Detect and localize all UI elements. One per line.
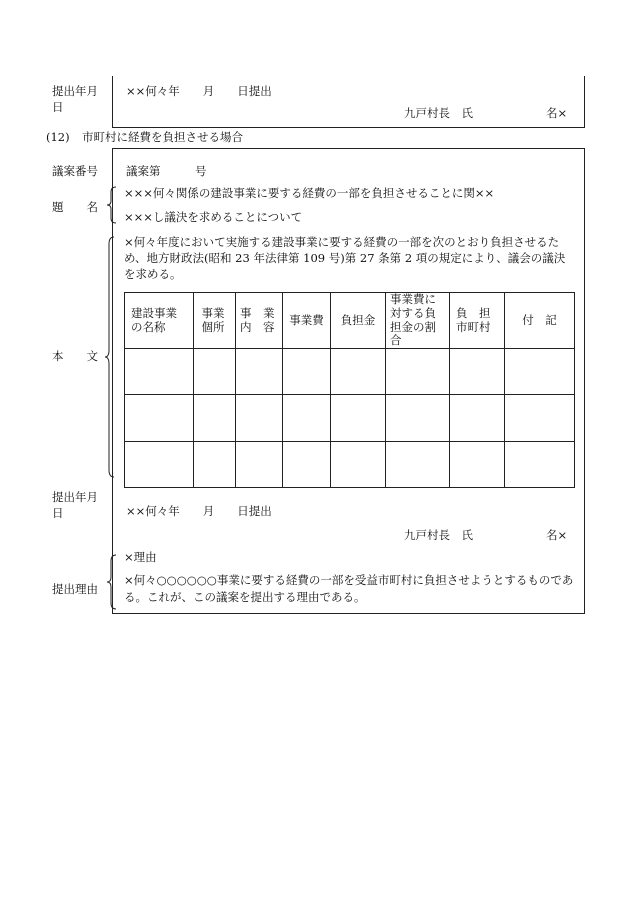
reason-text: ×何々○○○○○○事業に要する経費の一部を受益市町村に負担させようとするものである。これが、この議案を提出する理由である。 xyxy=(124,573,574,604)
body-brace xyxy=(104,236,116,478)
top-signer: 九戸村長 氏 xyxy=(404,106,473,120)
top-date-text: ××何々年 月 日提出 xyxy=(126,84,272,98)
label-body: 本 文 xyxy=(52,349,98,363)
body-text: ×何々年度において実施する建設事業に要する経費の一部を次のとおり負担させるため、地方財政法(昭和 23 年法律第 109 号)第 27 条第 2 項の規定により、議会の議決を求める。 xyxy=(124,235,566,282)
top-left-border xyxy=(112,76,113,128)
top-bottom-border xyxy=(112,127,585,128)
top-right-border xyxy=(584,76,585,128)
table-row xyxy=(125,395,575,441)
header-contribution: 負担金 xyxy=(331,293,386,349)
header-municipality: 負 担市町村 xyxy=(450,293,505,349)
cost-table xyxy=(124,292,575,488)
top-signer-name: 名× xyxy=(546,106,568,120)
label-title: 題 名 xyxy=(52,200,98,214)
header-cost: 事業費 xyxy=(283,293,331,349)
header-content: 事 業内 容 xyxy=(236,293,283,349)
signer-name: 名× xyxy=(546,528,568,542)
title-line-1: ×××何々関係の建設事業に要する経費の一部を負担させることに関×× xyxy=(124,186,495,200)
reason-brace xyxy=(106,554,118,610)
table-row xyxy=(125,349,575,395)
title-line-2: ×××し議決を求めることについて xyxy=(124,210,303,224)
header-project-name: 建設事業の名称 xyxy=(125,293,194,349)
header-remarks: 付 記 xyxy=(505,293,575,349)
table-row xyxy=(125,441,575,487)
label-reason: 提出理由 xyxy=(52,582,98,596)
reason-heading: ×理由 xyxy=(124,550,157,564)
label-date: 提出年月日 xyxy=(52,490,98,520)
header-location: 事業個所 xyxy=(194,293,236,349)
section-title: 市町村に経費を負担させる場合 xyxy=(82,130,243,144)
title-brace xyxy=(106,186,118,224)
top-date-label: 提出年月日 xyxy=(52,84,98,114)
signer: 九戸村長 氏 xyxy=(404,528,473,542)
label-bill-no: 議案番号 xyxy=(52,164,98,178)
section-number: (12) xyxy=(46,130,70,144)
bill-no-text: 議案第 号 xyxy=(126,164,207,178)
header-ratio: 事業費に対する負担金の割合 xyxy=(386,293,450,349)
table-header-row xyxy=(125,293,575,349)
date-text: ××何々年 月 日提出 xyxy=(126,504,272,518)
